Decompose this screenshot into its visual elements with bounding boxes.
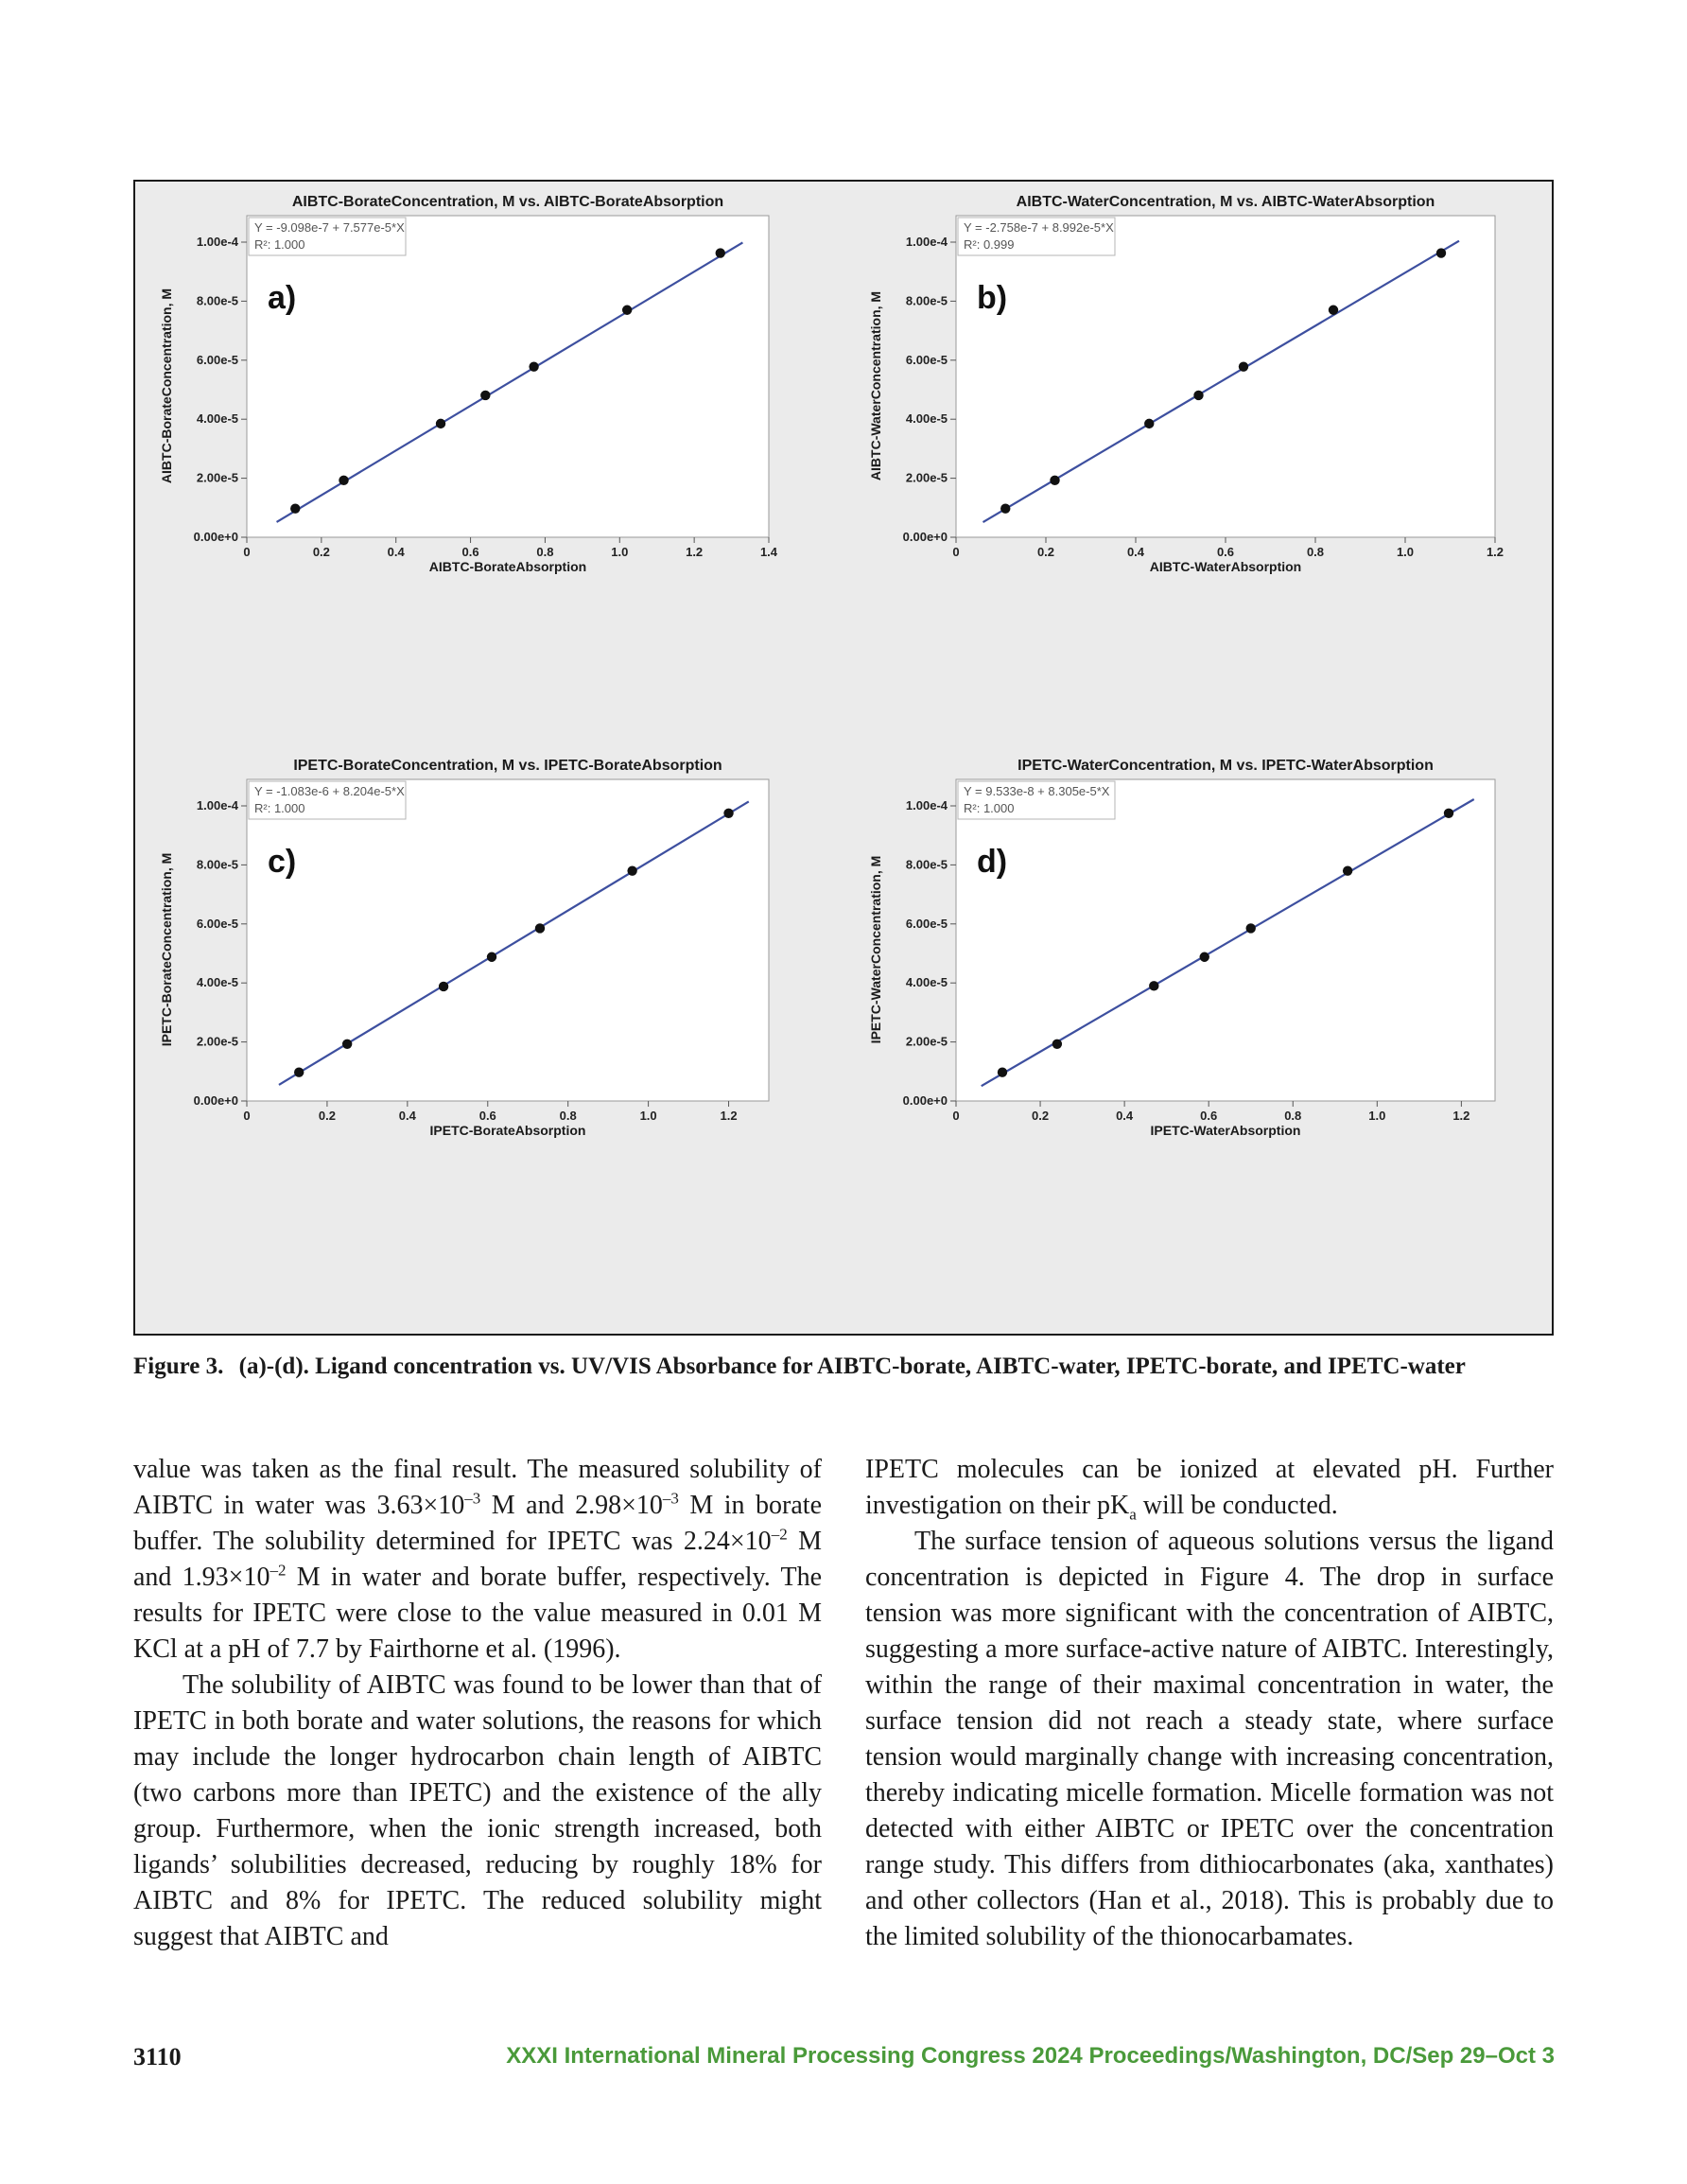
y-tick-label: 1.00e-4	[196, 235, 238, 249]
y-tick-label: 6.00e-5	[196, 352, 238, 367]
x-tick-label: 0.8	[1284, 1109, 1302, 1123]
y-tick-label: 8.00e-5	[905, 857, 948, 872]
data-point	[436, 419, 445, 428]
x-tick-label: 0.8	[1306, 545, 1325, 559]
x-tick-label: 0.6	[461, 545, 479, 559]
x-tick-label: 0.8	[536, 545, 554, 559]
figure-3-charts	[135, 182, 1552, 1334]
x-tick-label: 0.6	[478, 1109, 496, 1123]
panel-label: a)	[268, 280, 297, 316]
x-tick-label: 0	[952, 545, 960, 559]
y-tick-label: 1.00e-4	[196, 798, 238, 812]
chart-title: IPETC-WaterConcentration, M vs. IPETC-WaterAbsorption	[1017, 758, 1434, 774]
x-tick-label: 1.0	[1368, 1109, 1386, 1123]
data-point	[1193, 391, 1203, 400]
x-tick-label: 0.4	[387, 545, 405, 559]
x-tick-label: 0.8	[559, 1109, 577, 1123]
paragraph-ionization: IPETC molecules can be ionized at elevated pH. Further investigation on their $pK_a$ will be conducted.	[865, 1455, 1554, 1524]
conference-footer: XXXI International Mineral Processing Congress 2024 Proceedings/Washington, DC/Sep 29–Oct 3	[506, 2043, 1555, 2069]
y-tick-label: 4.00e-5	[905, 975, 948, 990]
plot-area	[247, 779, 769, 1101]
data-point	[1200, 952, 1209, 962]
data-point	[439, 982, 448, 991]
data-point	[339, 476, 348, 485]
x-axis-label: IPETC-BorateAbsorption	[429, 1123, 586, 1138]
x-tick-label: 0	[952, 1109, 960, 1123]
figure-caption-label: Figure 3.	[133, 1354, 224, 1379]
data-point	[290, 504, 300, 514]
x-tick-label: 1.0	[611, 545, 629, 559]
regression-equation: Y = -2.758e-7 + 8.992e-5*X	[964, 220, 1114, 235]
data-point	[723, 809, 733, 818]
chart-panel-3	[159, 758, 769, 1138]
x-tick-label: 0.6	[1216, 545, 1235, 559]
y-axis-label: IPETC-WaterConcentration, M	[868, 855, 883, 1044]
data-point	[342, 1040, 352, 1049]
x-tick-label: 1.0	[1396, 545, 1415, 559]
paragraph-solubility-results: value was taken as the final result. The measured solubility of AIBTC in water was $3.63\times 10^{-3}$ M and $2.98\times 10^{-3}$ M in borate buffer. The solubility determined for IPETC was $2.24\times 10^{-2}$ M and $1.93\times 10^{-2}$ M in water and borate buffer, respectively. The results for IPETC were close to the value measured in 0.01 M KCl at a pH of 7.7 by Fairthorne et al. (1996).	[133, 1455, 823, 1664]
y-tick-label: 2.00e-5	[196, 1034, 238, 1049]
data-point	[627, 865, 636, 875]
y-tick-label: 2.00e-5	[196, 470, 238, 485]
chart-panel-1	[159, 194, 778, 574]
paragraph-surface-tension: The surface tension of aqueous solutions versus the ligand concentration is depicted in Figure 4. The drop in surface tension was more significant with the concentration of AIBTC, suggesting a more surface-active nature of AIBTC. Interestingly, within the range of their maximal concentration in water, the surface tension did not reach a steady state, where surface tension would marginally change with increasing concentration, thereby indicating micelle formation. Micelle formation was not detected with either AIBTC or IPETC over the concentration range study. This differs from dithiocarbonates (aka, xanthates) and other collectors (Han et al., 2018). This is probably due to the limited solubility of the thionocarbamates.	[865, 1527, 1554, 1951]
x-tick-label: 0	[243, 545, 251, 559]
panel-label: c)	[268, 844, 297, 880]
y-tick-label: 4.00e-5	[196, 411, 238, 427]
y-tick-label: 0.00e+0	[902, 1093, 948, 1108]
x-tick-label: 1.0	[639, 1109, 657, 1123]
data-point	[622, 306, 632, 315]
data-point	[535, 923, 545, 933]
x-tick-label: 0.2	[312, 545, 330, 559]
figure-caption-text: (a)-(d). Ligand concentration vs. UV/VIS Absorbance for AIBTC-borate, AIBTC-water, IPETC-borate, and IPETC-water	[238, 1354, 1466, 1379]
body-column-right	[865, 1452, 1554, 1955]
x-tick-label: 1.2	[1486, 545, 1504, 559]
y-tick-label: 6.00e-5	[905, 352, 948, 367]
x-tick-label: 0.4	[1126, 545, 1145, 559]
data-point	[998, 1068, 1007, 1077]
panel-label: b)	[977, 280, 1008, 316]
y-tick-label: 4.00e-5	[196, 975, 238, 990]
x-tick-label: 0.4	[398, 1109, 416, 1123]
figure-caption	[133, 1351, 1561, 1382]
y-tick-label: 8.00e-5	[196, 857, 238, 872]
data-point	[1149, 981, 1158, 990]
data-point	[487, 952, 496, 962]
plot-area	[247, 216, 769, 537]
y-tick-label: 0.00e+0	[193, 530, 238, 544]
chart-panel-4	[868, 758, 1495, 1138]
x-axis-label: AIBTC-WaterAbsorption	[1149, 559, 1302, 574]
data-point	[1050, 476, 1059, 485]
y-tick-label: 1.00e-4	[905, 235, 948, 249]
r-squared-value: R²: 1.000	[964, 801, 1015, 815]
y-tick-label: 6.00e-5	[905, 916, 948, 931]
y-tick-label: 0.00e+0	[193, 1093, 238, 1108]
x-axis-label: AIBTC-BorateAbsorption	[428, 559, 587, 574]
r-squared-value: R²: 0.999	[964, 237, 1015, 252]
data-point	[716, 248, 725, 257]
page-number: 3110	[133, 2043, 182, 2070]
y-tick-label: 4.00e-5	[905, 411, 948, 427]
figure-3	[133, 180, 1554, 1336]
x-tick-label: 1.2	[1452, 1109, 1470, 1123]
data-point	[1444, 809, 1453, 818]
data-point	[1329, 306, 1338, 315]
panel-label: d)	[977, 844, 1008, 880]
x-tick-label: 0.2	[318, 1109, 336, 1123]
body-column-left	[133, 1452, 822, 1955]
regression-equation: Y = -9.098e-7 + 7.577e-5*X	[254, 220, 405, 235]
r-squared-value: R²: 1.000	[254, 801, 305, 815]
x-tick-label: 0.2	[1036, 545, 1055, 559]
y-tick-label: 8.00e-5	[196, 293, 238, 308]
chart-title: IPETC-BorateConcentration, M vs. IPETC-BorateAbsorption	[293, 758, 722, 774]
data-point	[294, 1068, 304, 1077]
chart-title: AIBTC-BorateConcentration, M vs. AIBTC-BorateAbsorption	[291, 194, 724, 210]
y-tick-label: 8.00e-5	[905, 293, 948, 308]
x-tick-label: 0	[243, 1109, 251, 1123]
r-squared-value: R²: 1.000	[254, 237, 305, 252]
x-tick-label: 1.4	[759, 545, 778, 559]
chart-title: AIBTC-WaterConcentration, M vs. AIBTC-WaterAbsorption	[1016, 194, 1435, 210]
x-tick-label: 0.4	[1116, 1109, 1134, 1123]
y-axis-label: IPETC-BorateConcentration, M	[159, 852, 174, 1047]
y-tick-label: 0.00e+0	[902, 530, 948, 544]
paragraph-solubility-comparison: The solubility of AIBTC was found to be lower than that of IPETC in both borate and water solutions, the reasons for which may include the longer hydrocarbon chain length of AIBTC (two carbons more than IPETC) and the existence of the ally group. Furthermore, when the ionic strength increased, both ligands’ solubilities decreased, reducing by roughly 18% for AIBTC and 8% for IPETC. The reduced solubility might suggest that AIBTC and	[133, 1670, 822, 1951]
data-point	[1436, 248, 1446, 257]
y-tick-label: 6.00e-5	[196, 916, 238, 931]
y-tick-label: 1.00e-4	[905, 798, 948, 812]
data-point	[1246, 923, 1256, 933]
data-point	[1144, 419, 1154, 428]
y-tick-label: 2.00e-5	[905, 1034, 948, 1049]
chart-panel-2	[868, 194, 1504, 574]
y-axis-label: AIBTC-WaterConcentration, M	[868, 290, 883, 481]
data-point	[1343, 865, 1352, 875]
y-axis-label: AIBTC-BorateConcentration, M	[159, 288, 174, 484]
y-tick-label: 2.00e-5	[905, 470, 948, 485]
data-point	[529, 361, 538, 371]
x-tick-label: 1.2	[720, 1109, 738, 1123]
data-point	[1000, 504, 1010, 514]
data-point	[1052, 1040, 1062, 1049]
plot-area	[956, 216, 1495, 537]
x-axis-label: IPETC-WaterAbsorption	[1150, 1123, 1301, 1138]
regression-equation: Y = -1.083e-6 + 8.204e-5*X	[254, 784, 405, 798]
data-point	[480, 391, 490, 400]
x-tick-label: 0.6	[1200, 1109, 1218, 1123]
x-tick-label: 0.2	[1032, 1109, 1050, 1123]
data-point	[1239, 361, 1248, 371]
x-tick-label: 1.2	[686, 545, 704, 559]
regression-equation: Y = 9.533e-8 + 8.305e-5*X	[964, 784, 1110, 798]
